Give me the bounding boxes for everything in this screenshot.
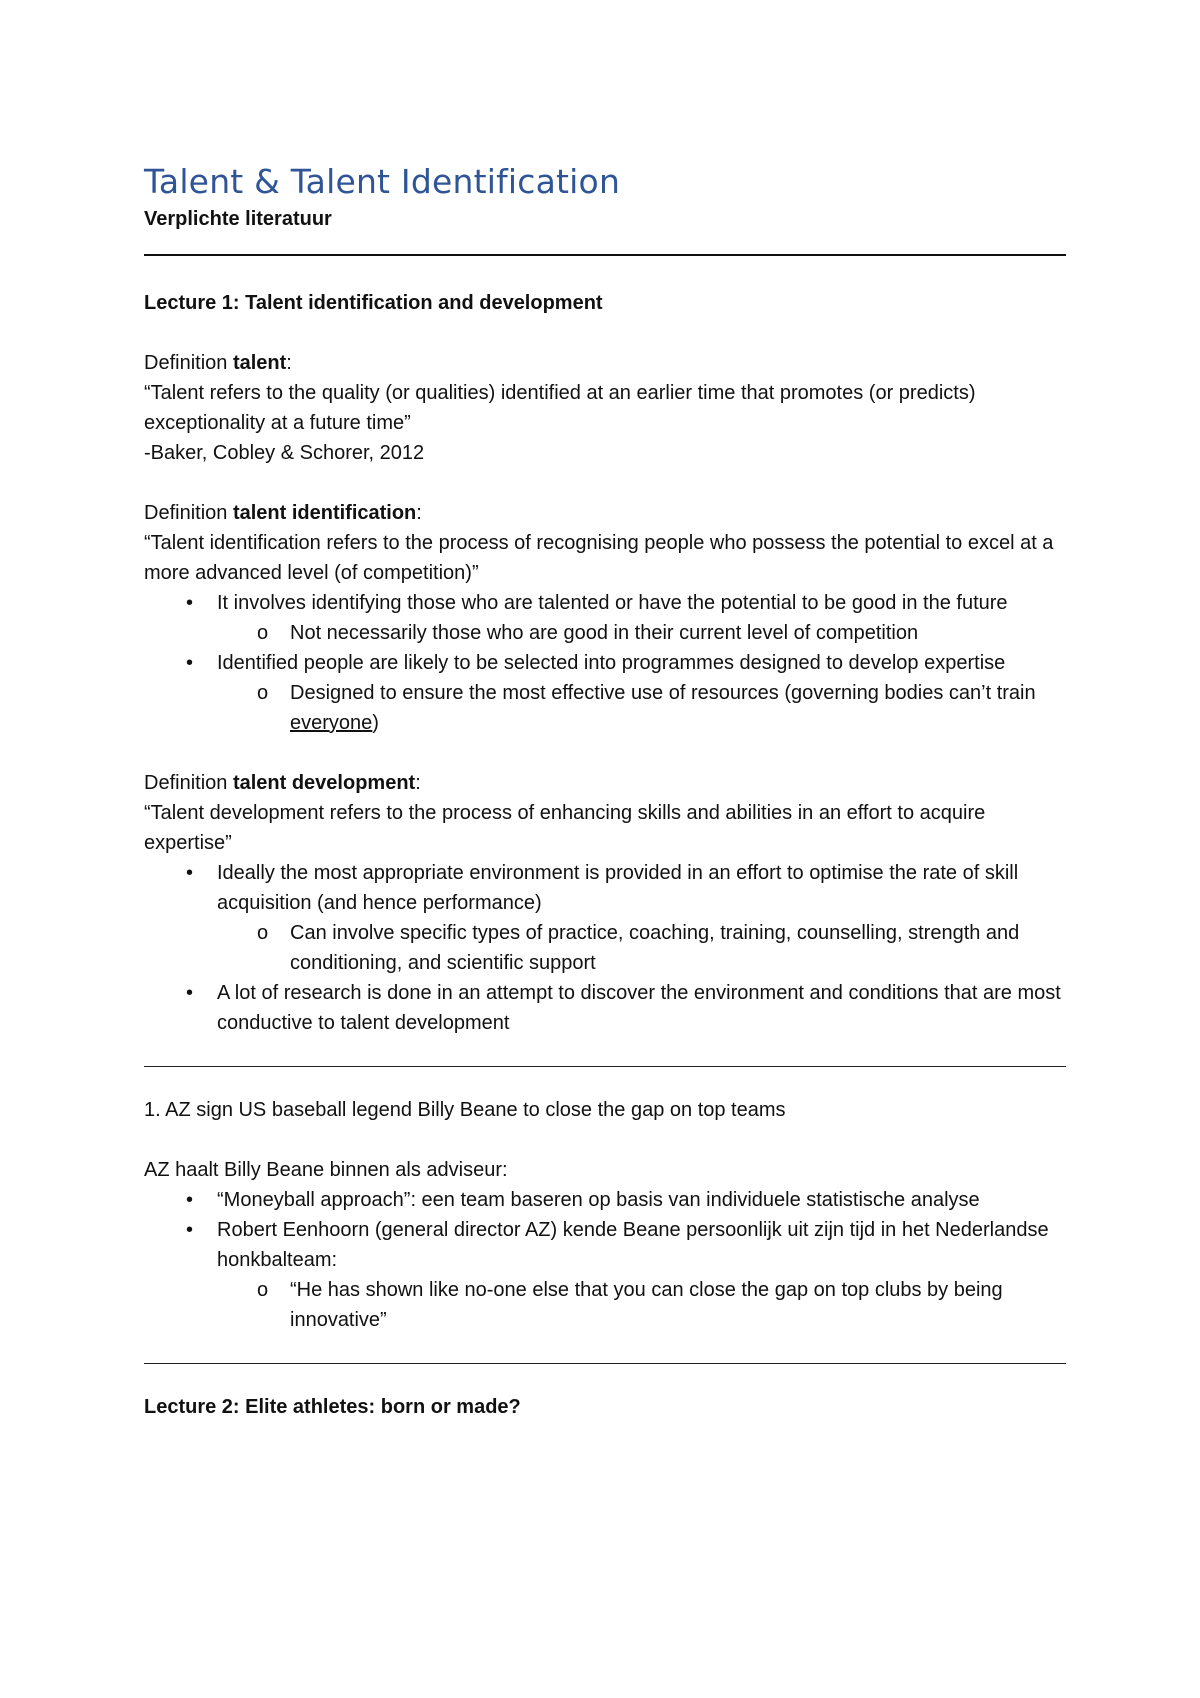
document-subtitle: Verplichte literatuur [144,208,332,230]
def-label-term: talent identification [232,502,417,524]
sub-list-item [217,678,1066,738]
def-talent-source: -Baker, Cobley & Schorer, 2012 [144,442,425,464]
identification-bullet-list [144,588,1066,738]
sub-list-item-text: Can involve specific types of practice, coaching, training, counselling, strength and conditioning, and scientific support [290,922,1020,974]
def-label-suffix: : [416,502,422,524]
list-item-text: Identified people are likely to be selected into programmes designed to develop expertise [217,652,1006,674]
def-label-term: talent development [232,772,416,794]
list-item-text: “Moneyball approach”: een team baseren op basis van individuele statistische analyse [217,1189,980,1211]
document-page [144,160,1066,1422]
def-label-prefix: Definition [144,502,233,524]
sub-bullet-icon: o [257,922,269,944]
sub-bullet-list [217,918,1066,978]
article1-bullet-list [144,1185,1066,1335]
bullet-icon: • [186,652,194,674]
def-identification-label [144,498,1066,528]
list-item [144,978,1066,1038]
def-talent-label [144,348,1066,378]
list-item [144,1215,1066,1335]
sub-bullet-icon: o [257,682,269,704]
list-item [144,858,1066,978]
sub-list-item [217,618,1066,648]
list-item [144,588,1066,648]
sub-bullet-list [217,618,1066,648]
sub-list-item-text: Designed to ensure the most effective use of resources (governing bodies can’t train [290,682,1036,704]
def-talent-quote: “Talent refers to the quality (or qualities) identified at an earlier time that promotes (or predicts) exceptionality at a future time” [144,382,976,434]
def-label-prefix: Definition [144,352,233,374]
sub-list-item-text: “He has shown like no-one else that you can close the gap on top clubs by being innovative” [290,1279,1003,1331]
document-title: Talent & Talent Identification [144,162,621,201]
article1-heading: 1. AZ sign US baseball legend Billy Beane to close the gap on top teams [144,1099,786,1121]
sub-bullet-icon: o [257,622,269,644]
bullet-icon: • [186,1219,194,1241]
def-development-quote: “Talent development refers to the process of enhancing skills and abilities in an effort to acquire expertise” [144,802,986,854]
sub-list-item-text: Not necessarily those who are good in their current level of competition [290,622,919,644]
bullet-icon: • [186,982,194,1004]
list-item [144,648,1066,738]
sub-list-item-text-end: ) [372,712,379,734]
lecture1-heading: Lecture 1: Talent identification and development [144,292,603,314]
def-development-label [144,768,1066,798]
sub-bullet-icon: o [257,1279,269,1301]
def-label-suffix: : [415,772,421,794]
list-item-text: It involves identifying those who are talented or have the potential to be good in the future [217,592,1008,614]
underlined-word: everyone [290,712,373,734]
development-bullet-list [144,858,1066,1038]
sub-list-item [217,1275,1066,1335]
bullet-icon: • [186,592,194,614]
list-item-text: Ideally the most appropriate environment is provided in an effort to optimise the rate of skill acquisition (and hence performance) [217,862,1019,914]
def-label-prefix: Definition [144,772,233,794]
list-item [144,1185,1066,1215]
list-item-text: Robert Eenhoorn (general director AZ) kende Beane persoonlijk uit zijn tijd in het Nederlandse honkbalteam: [217,1219,1049,1271]
bullet-icon: • [186,862,194,884]
def-label-suffix: : [286,352,292,374]
article1-intro: AZ haalt Billy Beane binnen als adviseur: [144,1159,508,1181]
sub-list-item [217,918,1066,978]
bullet-icon: • [186,1189,194,1211]
sub-bullet-list [217,1275,1066,1335]
def-label-term: talent [232,352,287,374]
lecture2-heading: Lecture 2: Elite athletes: born or made? [144,1396,521,1418]
def-identification-quote: “Talent identification refers to the process of recognising people who possess the potential to excel at a more advanced level (of competition)” [144,532,1054,584]
list-item-text: A lot of research is done in an attempt to discover the environment and conditions that are most conductive to talent development [217,982,1061,1034]
sub-bullet-list [217,678,1066,738]
